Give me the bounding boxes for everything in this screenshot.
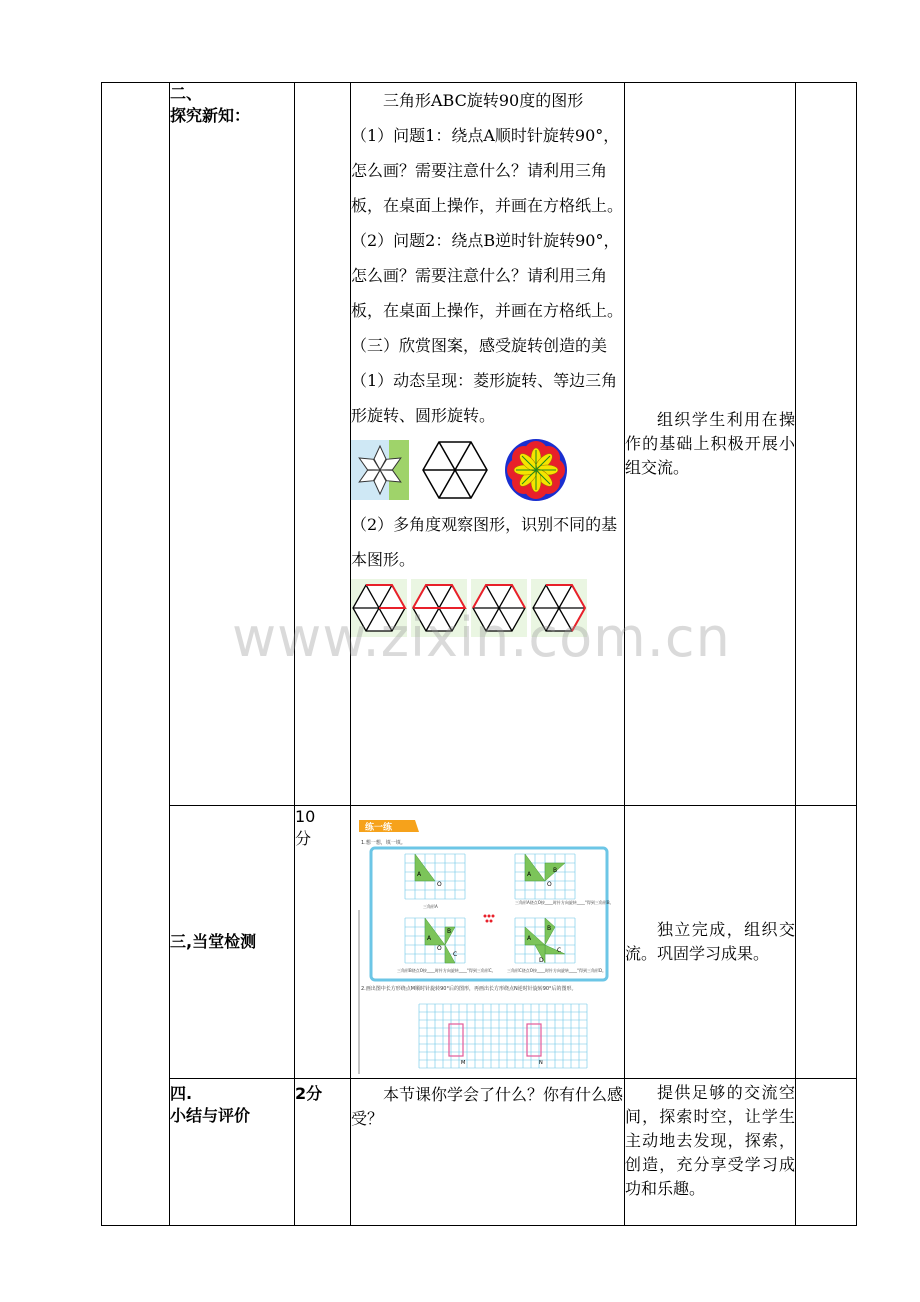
observe-shapes: （2）多角度观察图形，识别不同的基本图形。	[351, 515, 618, 569]
hexagon-variant-1	[351, 579, 407, 637]
hexagon-variant-4	[531, 579, 587, 637]
svg-text:C: C	[453, 951, 458, 958]
hexagon-figure	[413, 437, 497, 503]
lesson-plan-table	[101, 82, 857, 1226]
row-summary	[102, 1079, 857, 1226]
caption-c: 三角形B绕点O按____时针方向旋转____°得到三角形C。	[397, 968, 496, 973]
stage-check: 三,当堂检测	[170, 806, 295, 1079]
stage-explore-num: 二、	[170, 84, 203, 103]
svg-text:A: A	[527, 935, 532, 942]
summary-question: 本节课你学会了什么？你有什么感受？	[351, 1085, 624, 1128]
time-summary: 2分	[295, 1079, 351, 1226]
svg-text:A: A	[427, 935, 432, 942]
svg-text:A: A	[417, 871, 422, 878]
stage-explore-label: 探究新知：	[170, 106, 251, 125]
stage-summary-num: 四.	[170, 1084, 193, 1103]
question-1: （1）问题1：绕点A顺时针旋转90°，怎么画？需要注意什么？请利用三角板，在桌面上操作，并画在方格纸上。	[351, 126, 624, 215]
time-check-unit: 分	[295, 829, 312, 848]
exercise-banner: 练一练	[365, 823, 393, 833]
svg-text:A: A	[527, 871, 532, 878]
svg-text:N: N	[539, 1060, 543, 1066]
svg-text:O: O	[547, 881, 552, 888]
svg-text:O: O	[437, 945, 442, 952]
question-2: （2）问题2：绕点B逆时针旋转90°，怎么画？需要注意什么？请利用三角板，在桌面上操作，并画在方格纸上。	[351, 231, 624, 320]
time-check	[295, 806, 351, 1079]
row-check	[102, 806, 857, 1079]
caption-b: 三角形A绕点O按____时针方向旋转____°得到三角形B。	[515, 900, 614, 905]
check-intent-text: 独立完成，组织交流。巩固学习成果。	[625, 920, 795, 963]
hexagon-variant-2	[411, 579, 467, 637]
svg-text:M: M	[461, 1060, 466, 1066]
rotation-title: 三角形ABC旋转90度的图形	[383, 91, 584, 110]
notes-check	[796, 806, 857, 1079]
time-check-num: 10	[295, 807, 316, 826]
stage-summary-label: 小结与评价	[170, 1106, 251, 1125]
summary-content	[351, 1079, 625, 1226]
explore-content	[351, 83, 625, 806]
hexagon-variant-3	[471, 579, 527, 637]
exercise-image	[357, 816, 619, 1078]
notes-explore	[796, 83, 857, 806]
rhombus-star-figure	[351, 440, 409, 500]
svg-text:B: B	[447, 928, 452, 935]
time-explore	[295, 83, 351, 806]
explore-intent-text: 组织学生利用在操作的基础上积极开展小组交流。	[625, 410, 795, 477]
stage-explore	[170, 83, 295, 806]
notes-summary	[796, 1079, 857, 1226]
check-intent	[625, 806, 796, 1079]
exercise-cell	[351, 806, 625, 1079]
section-appreciate: （三）欣赏图案，感受旋转创造的美	[351, 336, 608, 355]
caption-a: 三角形A	[423, 904, 438, 909]
svg-text:C: C	[557, 947, 562, 954]
dynamic-show: （1）动态呈现：菱形旋转、等边三角形旋转、圆形旋转。	[351, 371, 618, 425]
hexagon-variants	[351, 579, 624, 637]
svg-text:D: D	[539, 957, 544, 964]
watermark: www.zixin.com.cn	[232, 606, 731, 669]
svg-text:O: O	[437, 881, 442, 888]
svg-text:B: B	[553, 867, 558, 874]
caption-d: 三角形C绕点O按____时针方向旋转____°得到三角形D。	[507, 968, 607, 973]
summary-intent	[625, 1079, 796, 1226]
explore-intent	[625, 83, 796, 806]
row-explore	[102, 83, 857, 806]
exercise-q1: 1.想一想，填一填。	[361, 840, 406, 846]
flower-pattern-figure	[501, 437, 571, 503]
stage-summary	[170, 1079, 295, 1226]
summary-intent-text: 提供足够的交流空间，探索时空，让学生主动地去发现，探索，创造，充分享受学习成功和乐趣。	[625, 1083, 795, 1198]
blank-cell	[102, 83, 170, 1226]
exercise-q2: 2.画出图中长方形绕点M顺时针旋转90°后的图形，再画出长方形绕点N逆时针旋转90°后的图形。	[361, 986, 577, 992]
rotation-figures	[351, 437, 624, 503]
svg-text:B: B	[547, 925, 552, 932]
